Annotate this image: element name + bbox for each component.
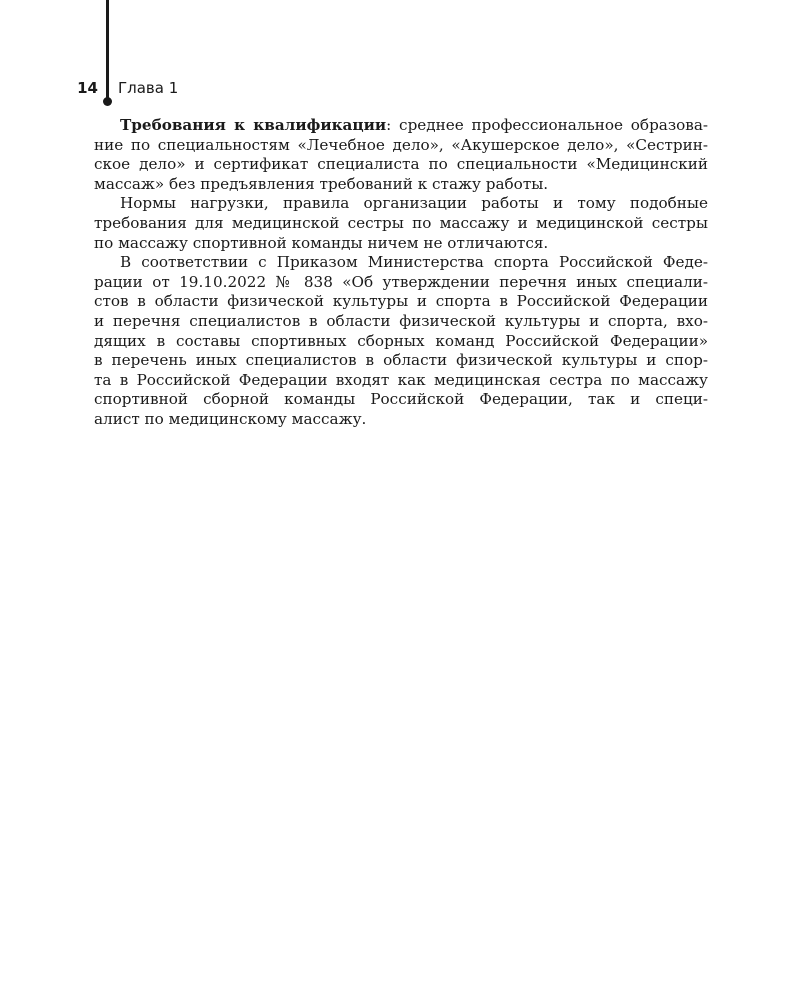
body-text bbox=[94, 116, 708, 430]
header-rule-dot bbox=[103, 97, 112, 106]
text-line: дящих в составы спортивных сборных команд Российской Федерации» bbox=[94, 331, 708, 350]
text-line: спортивной сборной команды Российской Федерации, так и специ- bbox=[94, 390, 708, 409]
header-vertical-rule bbox=[106, 0, 109, 100]
text-line: и перечня специалистов в области физической культуры и спорта, вхо- bbox=[94, 311, 708, 330]
text-line: Требования к квалификации: среднее профессиональное образова- bbox=[120, 116, 709, 134]
text-line: рации от 19.10.2022 № 838 «Об утверждении перечня иных специали- bbox=[94, 272, 708, 291]
page-number: 14 bbox=[77, 79, 98, 97]
paragraph-order bbox=[94, 253, 708, 429]
paragraph-workload bbox=[94, 194, 708, 253]
bold-lead: Требования к квалификации bbox=[120, 116, 387, 134]
text-line: массаж» без предъявления требований к стажу работы. bbox=[94, 174, 549, 193]
text-line: ние по специальностям «Лечебное дело», «Акушерское дело», «Сестрин- bbox=[94, 135, 708, 154]
text-line: в перечень иных специалистов в области физической культуры и спор- bbox=[94, 351, 708, 370]
text-line: та в Российской Федерации входят как медицинская сестра по массажу bbox=[94, 370, 708, 389]
text-line: стов в области физической культуры и спорта в Российской Федерации bbox=[94, 292, 708, 311]
chapter-title: Глава 1 bbox=[118, 79, 179, 97]
text-line: требования для медицинской сестры по массажу и медицинской сестры bbox=[94, 213, 708, 232]
text-line: Нормы нагрузки, правила организации работы и тому подобные bbox=[120, 194, 708, 213]
paragraph-qualification bbox=[94, 116, 708, 194]
text-line: по массажу спортивной команды ничем не отличаются. bbox=[94, 233, 549, 252]
text-line: ское дело» и сертификат специалиста по специальности «Медицинский bbox=[94, 155, 708, 174]
text-line: алист по медицинскому массажу. bbox=[94, 409, 367, 428]
text-line: В соответствии с Приказом Министерства спорта Российской Феде- bbox=[120, 253, 708, 272]
